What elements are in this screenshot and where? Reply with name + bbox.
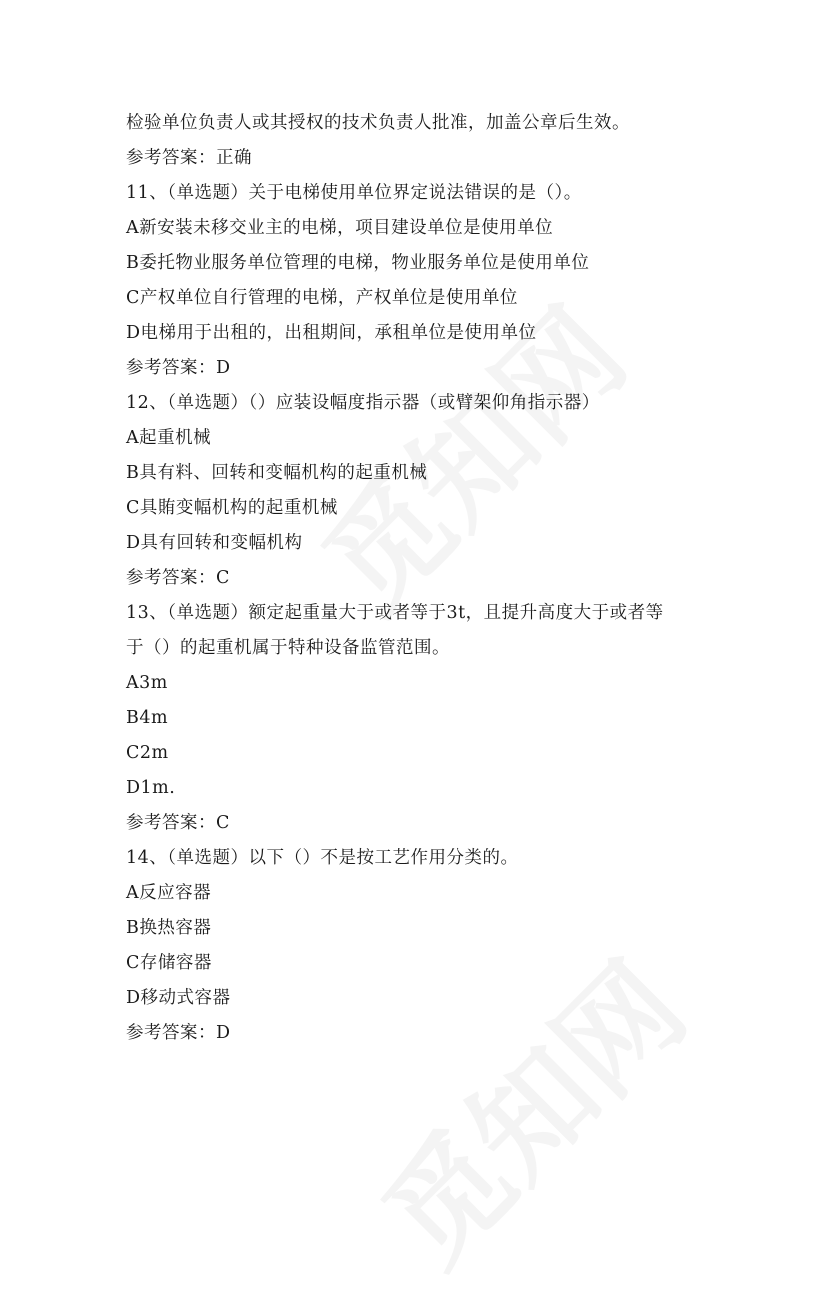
option-d: D移动式容器: [126, 988, 231, 1008]
option-c: C产权单位自行管理的电梯，产权单位是使用单位: [126, 288, 518, 308]
option-b: B换热容器: [126, 918, 212, 938]
option-c: C具賄变幅机构的起重机械: [126, 498, 338, 518]
option-a: A起重机械: [126, 428, 212, 448]
option-b: B具有料、回转和变幅机构的起重机械: [126, 463, 428, 483]
option-d: D1m.: [126, 778, 176, 798]
option-d: D具有回转和变幅机构: [126, 533, 303, 553]
option-b: B4m: [126, 708, 169, 728]
option-b: B委托物业服务单位管理的电梯，物业服务单位是使用单位: [126, 253, 590, 273]
option-a: A3m: [126, 673, 168, 693]
text-line-continuation: 检验单位负责人或其授权的技术负责人批准，加盖公章后生效。: [126, 113, 630, 133]
answer-line: 参考答案：正确: [126, 148, 252, 168]
answer-line: 参考答案：D: [126, 1023, 231, 1043]
option-c: C2m: [126, 743, 169, 763]
answer-line: 参考答案：D: [126, 358, 231, 378]
document-body: [126, 106, 726, 1051]
option-c: C存储容器: [126, 953, 212, 973]
question-13: 13、（单选题）额定起重量大于或者等于3t，且提升高度大于或者等: [126, 603, 664, 623]
answer-line: 参考答案：C: [126, 813, 230, 833]
option-a: A反应容器: [126, 883, 212, 903]
answer-line: 参考答案：C: [126, 568, 230, 588]
question-14: 14、（单选题）以下（）不是按工艺作用分类的。: [126, 848, 519, 868]
question-12: 12、（单选题）（）应装设幅度指示器（或臂架仰角指示器）: [126, 393, 600, 413]
question-13-continuation: 于（）的起重机属于特种设备监管范围。: [126, 638, 450, 658]
question-11: 11、（单选题）关于电梯使用单位界定说法错误的是（）。: [126, 183, 582, 203]
option-d: D电梯用于出租的，出租期间，承租单位是使用单位: [126, 323, 537, 343]
option-a: A新安装未移交业主的电梯，项目建设单位是使用单位: [126, 218, 554, 238]
